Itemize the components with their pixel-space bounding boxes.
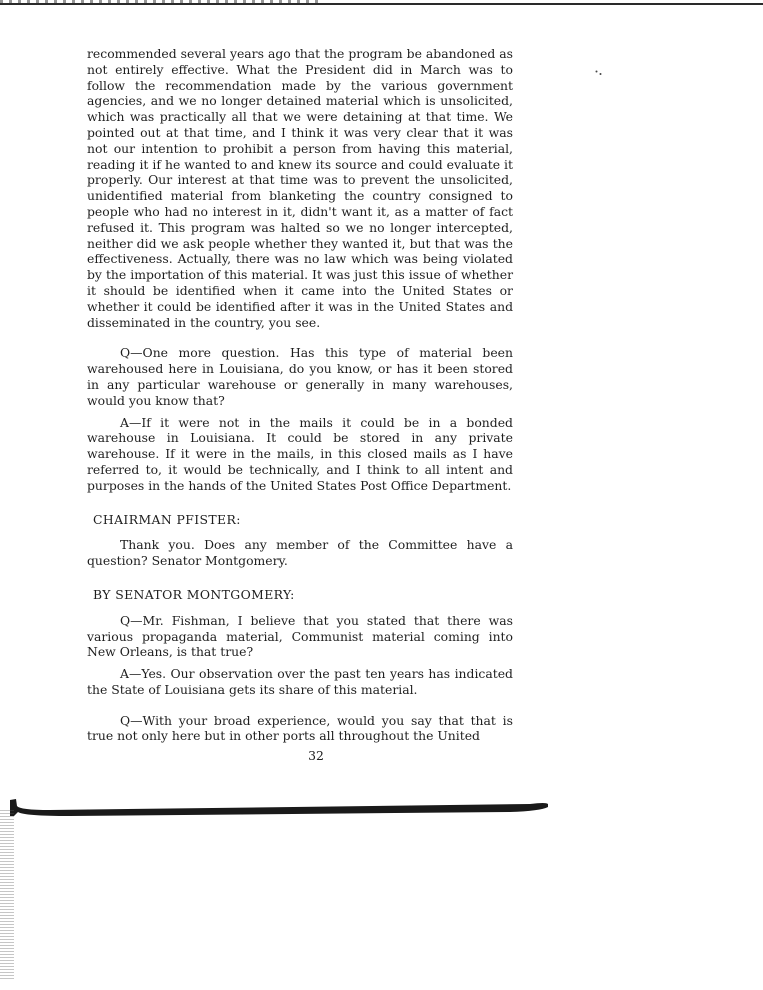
- paragraph-answer-bonded-warehouse: A—If it were not in the mails it could be in a bonded warehouse in Louisiana. It could be stored in any private warehouse. If it were in the mails, in this closed mails as I have referred to, it would be technically, and I think to all intent and purposes in the hands of the United States Post Office Department.: [87, 414, 513, 493]
- speaker-heading-chairman: CHAIRMAN PFISTER:: [93, 511, 241, 527]
- paragraph-answer-observation: A—Yes. Our observation over the past ten years has indicated the State of Louisiana gets its share of this material.: [87, 666, 513, 697]
- top-rule-dots: [0, 0, 320, 3]
- stray-mark: [595, 70, 603, 76]
- scan-edge-noise: [0, 810, 14, 980]
- paragraph-chairman-remark: Thank you. Does any member of the Committee have a question? Senator Montgomery.: [87, 537, 513, 569]
- paragraph-question-propaganda: Q—Mr. Fishman, I believe that you stated that there was various propaganda material, Communist material coming into New Orleans, is that true?: [87, 612, 513, 660]
- page-number: 32: [308, 748, 324, 763]
- paragraph-question-broad-experience: Q—With your broad experience, would you say that that is true not only here but in other ports all throughout the United: [87, 712, 513, 744]
- paragraph-question-warehoused: Q—One more question. Has this type of material been warehoused here in Louisiana, do you know, or has it been stored in any particular warehouse or generally in many warehouses, would you know that?: [87, 345, 513, 408]
- speaker-heading-senator: BY SENATOR MONTGOMERY:: [93, 586, 295, 602]
- paragraph-testimony-continued: recommended several years ago that the program be abandoned as not entirely effective. What the President did in March was to follow the recommendation made by the various government agencies, and we no longer detained material which is unsolicited, which was practically all that we were detaining at that time. We pointed out at that time, and I think it was very clear that it was not our intention to prohibit a person from having this material, reading it if he wanted to and knew its source and could evaluate it properly. Our interest at that time was to prevent the unsolicited, unidentified material from blanketing the country consigned to people who had no interest in it, didn't want it, as a matter of fact refused it. This program was halted so we no longer intercepted, neither did we ask people whether they wanted it, but that was the effectiveness. Actually, there was no law which was being violated by the importation of this material. It was just this issue of whether it should be identified when it came into the United States or whether it could be identified after it was in the United States and disseminated in the country, you see.: [87, 46, 513, 330]
- bottom-rule: [10, 798, 548, 816]
- document-body: [87, 46, 513, 744]
